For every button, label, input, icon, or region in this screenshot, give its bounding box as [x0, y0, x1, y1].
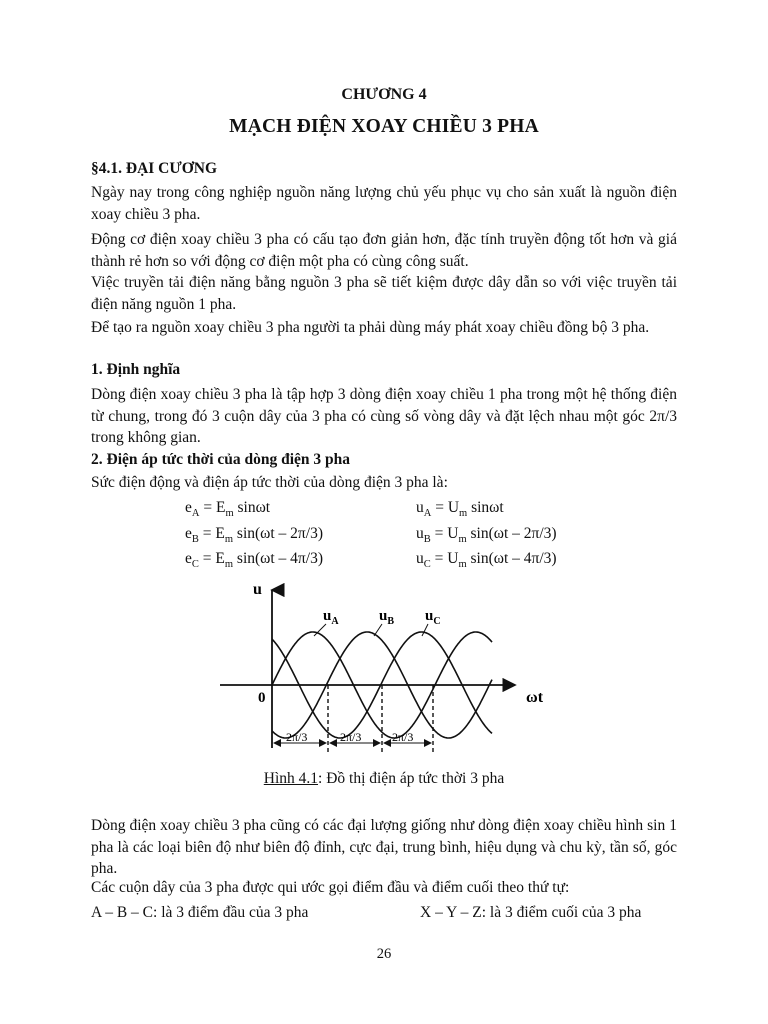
label-uC: $u_C$	[425, 608, 441, 627]
page-number: 26	[376, 946, 392, 962]
equation-eB-rhs: (ωt – 2π/3)	[255, 525, 323, 542]
equation-uA: $u_A = U_m$ sinωt	[416, 499, 504, 520]
interval-label-1: 2π/3	[286, 730, 308, 744]
equation-uC: $u_C = U_m$ sin(ωt – 4π/3)	[416, 550, 557, 571]
three-phase-voltage-figure	[210, 578, 560, 763]
figure-caption: Hình 4.1: Đồ thị điện áp tức thời 3 pha	[263, 770, 505, 787]
intro-paragraph-4: Để tạo ra nguồn xoay chiều 3 pha người ta phải dùng máy phát xoay chiều đồng bộ 3 pha.	[91, 319, 650, 336]
intro-paragraph-3: Việc truyền tải điện năng bằng nguồn 3 pha sẽ tiết kiệm được dây dẫn so với việc truyền tải điện năng nguồn 1 pha.	[91, 274, 677, 313]
end-points-line: X – Y – Z: là 3 điểm cuối của 3 pha	[420, 904, 642, 921]
chapter-label: CHƯƠNG 4	[341, 86, 427, 103]
after-figure-paragraph-2: Các cuộn dây của 3 pha được qui ước gọi điểm đầu và điểm cuối theo thứ tự:	[91, 879, 570, 896]
equation-uC-rhs: (ωt – 4π/3)	[488, 550, 557, 567]
figure-ref: Hình 4.1	[263, 770, 319, 787]
definition-heading: 1. Định nghĩa	[91, 361, 181, 378]
equation-uB-rhs: (ωt – 2π/3)	[488, 525, 557, 542]
equation-uB: $u_B = U_m$ sin(ωt – 2π/3)	[416, 525, 557, 546]
intro-paragraph-1: Ngày nay trong công nghiệp nguồn năng lượng chủ yếu phục vụ cho sản xuất là nguồn điện xoay chiều 3 pha.	[91, 184, 677, 223]
interval-label-2: 2π/3	[340, 730, 362, 744]
label-uA: $u_A$	[323, 608, 339, 627]
chapter-title: MẠCH ĐIỆN XOAY CHIỀU 3 PHA	[229, 116, 539, 137]
after-figure-paragraph-1: Dòng điện xoay chiều 3 pha cũng có các đại lượng giống như dòng điện xoay chiều hình sin 1 pha là các loại biên độ như biên độ đỉnh, cực đại, trung bình, hiệu dụng và chu kỳ, tần số, góc pha.	[91, 817, 677, 877]
x-axis-label: ωt	[526, 689, 544, 706]
equation-eC-rhs: (ωt – 4π/3)	[255, 550, 323, 567]
y-axis-label: u	[253, 581, 262, 598]
equation-eB: $e_B = E_m$ sin(ωt – 2π/3)	[185, 525, 323, 546]
equation-eC: $e_C = E_m$ sin(ωt – 4π/3)	[185, 550, 323, 571]
voltage-intro: Sức điện động và điện áp tức thời của dòng điện 3 pha là:	[91, 474, 448, 491]
start-points-line: A – B – C: là 3 điểm đầu của 3 pha	[91, 904, 309, 921]
definition-paragraph: Dòng điện xoay chiều 3 pha là tập hợp 3 dòng điện xoay chiều 1 pha trong một hệ thống điện từ chung, trong đó 3 cuộn dây của 3 pha có cùng số vòng dây và đặt lệch nhau một góc 2π/3 trong không gian.	[91, 386, 677, 446]
intro-paragraph-2: Động cơ điện xoay chiều 3 pha có cấu tạo đơn giản hơn, đặc tính truyền động tốt hơn và giá thành rẻ hơn so với động cơ điện một pha có cùng công suất.	[91, 231, 677, 270]
interval-label-3: 2π/3	[392, 730, 414, 744]
equation-eA: $e_A = E_m$ sinωt	[185, 499, 271, 520]
label-uB: $u_B$	[379, 608, 395, 627]
origin-label: 0	[258, 690, 266, 706]
section-heading: §4.1. ĐẠI CƯƠNG	[91, 160, 218, 177]
voltage-heading: 2. Điện áp tức thời của dòng điện 3 pha	[91, 451, 351, 468]
